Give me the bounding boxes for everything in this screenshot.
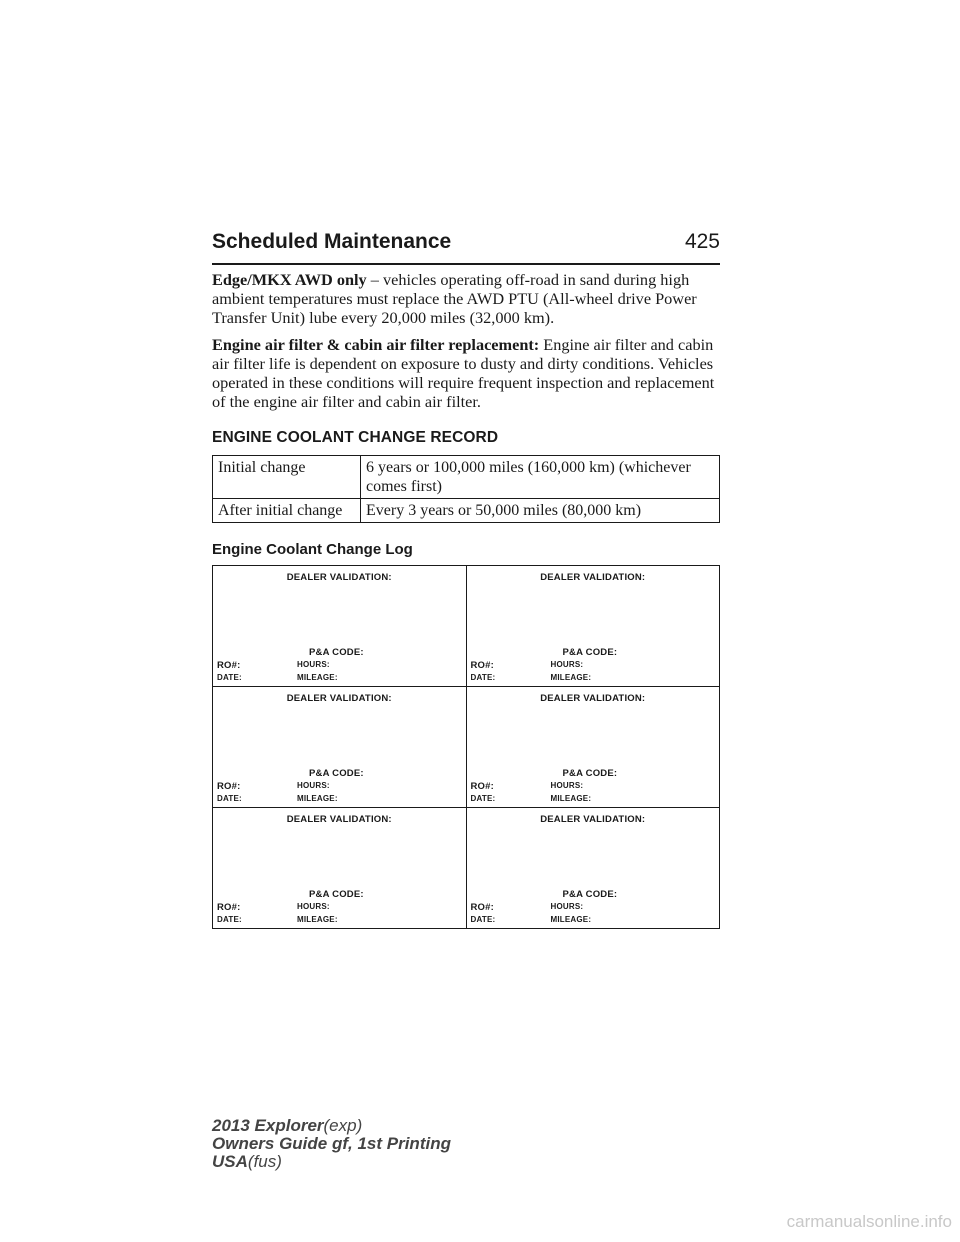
ro-number-label: RO#: xyxy=(217,660,241,671)
pa-code-label: P&A CODE: xyxy=(309,647,364,658)
date-label: DATE: xyxy=(470,794,496,803)
coolant-record-heading: ENGINE COOLANT CHANGE RECORD xyxy=(212,429,499,446)
footer-market: USA xyxy=(212,1152,248,1171)
mileage-label: MILEAGE: xyxy=(297,794,338,803)
record-value: Every 3 years or 50,000 miles (80,000 km) xyxy=(361,499,720,523)
page-content xyxy=(212,270,720,929)
page-number: 425 xyxy=(684,230,720,253)
hours-label: HOURS: xyxy=(550,660,584,669)
pa-code-label: P&A CODE: xyxy=(562,647,618,658)
table-row xyxy=(213,566,720,687)
ro-number-label: RO#: xyxy=(217,902,241,913)
hours-label: HOURS: xyxy=(297,902,330,911)
footer-model: 2013 Explorer xyxy=(212,1116,324,1135)
coolant-log-title: Engine Coolant Change Log xyxy=(212,541,413,558)
header-divider xyxy=(212,263,720,265)
ro-number-label: RO#: xyxy=(470,781,494,792)
dealer-validation-label: DEALER VALIDATION: xyxy=(540,814,646,825)
mileage-label: MILEAGE: xyxy=(550,915,592,924)
log-entry-cell xyxy=(213,687,467,808)
footer-guide: Owners Guide gf, 1st Printing xyxy=(212,1134,451,1153)
mileage-label: MILEAGE: xyxy=(550,794,592,803)
table-row xyxy=(213,456,720,499)
date-label: DATE: xyxy=(470,673,496,682)
paragraph-air-filter xyxy=(212,335,720,411)
paragraph-text: Engine air filter and cabin air filter life is dependent on exposure to dusty and dirty conditions. Vehicles operated in these conditions will require frequent inspection and replacement of the engine air filter and cabin air filter. xyxy=(212,335,715,411)
paragraph-lead: Edge/MKX AWD only xyxy=(212,270,367,289)
ro-number-label: RO#: xyxy=(470,902,494,913)
section-title: Scheduled Maintenance xyxy=(212,230,452,253)
paragraph-text: – vehicles operating off-road in sand during high ambient temperatures must replace the AWD PTU (All-wheel drive Power Transfer Unit) lube every 20,000 miles (32,000 km). xyxy=(212,270,697,327)
pa-code-label: P&A CODE: xyxy=(562,889,618,900)
hours-label: HOURS: xyxy=(297,660,330,669)
dealer-validation-label: DEALER VALIDATION: xyxy=(286,572,392,583)
watermark: carmanualsonline.info xyxy=(786,1212,952,1231)
mileage-label: MILEAGE: xyxy=(297,673,338,682)
record-label: Initial change xyxy=(213,456,361,499)
hours-label: HOURS: xyxy=(297,781,330,790)
date-label: DATE: xyxy=(217,673,242,682)
date-label: DATE: xyxy=(217,915,242,924)
hours-label: HOURS: xyxy=(550,781,584,790)
mileage-label: MILEAGE: xyxy=(550,673,592,682)
log-entry-cell xyxy=(466,808,720,929)
coolant-record-table xyxy=(212,455,720,523)
pa-code-label: P&A CODE: xyxy=(309,889,364,900)
mileage-label: MILEAGE: xyxy=(297,915,338,924)
dealer-validation-label: DEALER VALIDATION: xyxy=(286,693,392,704)
ro-number-label: RO#: xyxy=(217,781,241,792)
record-value: 6 years or 100,000 miles (160,000 km) (whichever comes first) xyxy=(361,456,720,499)
table-row xyxy=(213,499,720,523)
footer-model-code: (exp) xyxy=(323,1116,363,1135)
pa-code-label: P&A CODE: xyxy=(562,768,618,779)
date-label: DATE: xyxy=(470,915,496,924)
dealer-validation-label: DEALER VALIDATION: xyxy=(540,693,646,704)
dealer-validation-label: DEALER VALIDATION: xyxy=(286,814,392,825)
log-entry-cell xyxy=(466,687,720,808)
record-label: After initial change xyxy=(213,499,361,523)
log-entry-cell xyxy=(213,808,467,929)
footer-market-code: (fus) xyxy=(247,1152,282,1171)
log-entry-cell xyxy=(213,566,467,687)
hours-label: HOURS: xyxy=(550,902,584,911)
paragraph-awd xyxy=(212,270,720,327)
page-header xyxy=(212,230,720,260)
coolant-log-table xyxy=(212,565,720,929)
date-label: DATE: xyxy=(217,794,242,803)
document-footer xyxy=(212,1117,451,1171)
pa-code-label: P&A CODE: xyxy=(309,768,364,779)
table-row xyxy=(213,808,720,929)
dealer-validation-label: DEALER VALIDATION: xyxy=(540,572,646,583)
table-row xyxy=(213,687,720,808)
paragraph-lead: Engine air filter & cabin air filter replacement: xyxy=(212,335,540,354)
log-entry-cell xyxy=(466,566,720,687)
ro-number-label: RO#: xyxy=(470,660,494,671)
